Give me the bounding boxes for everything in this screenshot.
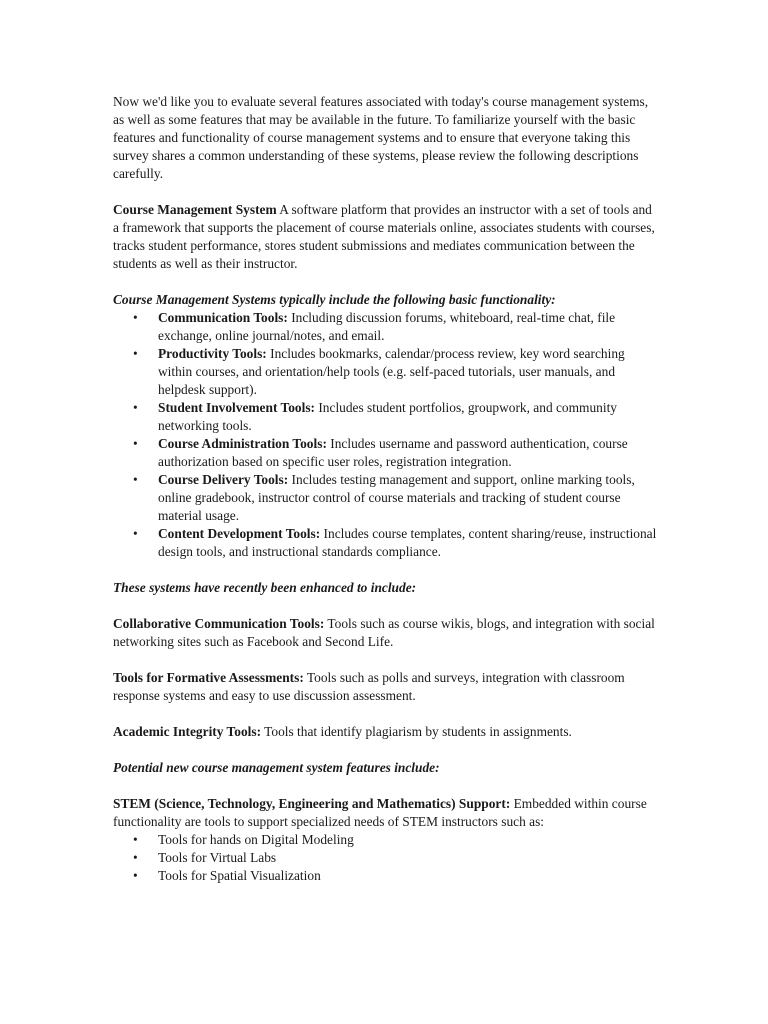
enhanced-term: Academic Integrity Tools: — [113, 724, 262, 739]
enhanced-paragraph — [113, 615, 661, 651]
enhanced-text: Tools that identify plagiarism by students in assignments. — [261, 724, 572, 739]
list-item — [113, 849, 661, 867]
list-item-text: Includes testing management and support, online marking tools, online gradebook, instructor control of course materials and tracking of student course material usage. — [158, 472, 635, 523]
list-item — [113, 471, 661, 525]
list-item — [113, 525, 661, 561]
bullet-icon: • — [133, 400, 138, 415]
bullet-icon: • — [133, 310, 138, 325]
list-item-text: Tools for Virtual Labs — [158, 850, 277, 865]
enhanced-paragraph — [113, 669, 661, 705]
bullet-icon: • — [133, 526, 138, 541]
definition-term: Course Management System — [113, 202, 277, 217]
basic-heading: Course Management Systems typically include the following basic functionality: — [113, 292, 556, 307]
stem-tools-list — [113, 831, 661, 885]
list-item — [113, 399, 661, 435]
list-item-text: Includes bookmarks, calendar/process review, key word searching within courses, and orientation/help tools (e.g. self-paced tutorials, user manuals, and helpdesk support). — [158, 346, 625, 397]
intro-paragraph: Now we'd like you to evaluate several features associated with today's course management systems, as well as some features that may be available in the future. To familiarize yourself with the basic features and functionality of course management systems and to ensure that everyone taking this survey shares a common understanding of these systems, please review the following descriptions carefully. — [113, 94, 649, 181]
bullet-icon: • — [133, 850, 138, 865]
enhanced-term: Tools for Formative Assessments: — [113, 670, 304, 685]
list-item-term: Content Development Tools: — [158, 526, 321, 541]
stem-term: STEM (Science, Technology, Engineering and Mathematics) Support: — [113, 796, 511, 811]
bullet-icon: • — [133, 868, 138, 883]
enhanced-text: Tools such as polls and surveys, integration with classroom response systems and easy to use discussion assessment. — [113, 670, 625, 703]
list-item-text: Tools for Spatial Visualization — [158, 868, 321, 883]
bullet-icon: • — [133, 436, 138, 451]
list-item — [113, 867, 661, 885]
bullet-icon: • — [133, 832, 138, 847]
bullet-icon: • — [133, 346, 138, 361]
list-item-text: Includes student portfolios, groupwork, and community networking tools. — [158, 400, 617, 433]
stem-text: Embedded within course functionality are tools to support specialized needs of STEM instructors such as: — [113, 796, 647, 829]
enhanced-text: Tools such as course wikis, blogs, and integration with social networking sites such as Facebook and Second Life. — [113, 616, 655, 649]
list-item-term: Communication Tools: — [158, 310, 288, 325]
list-item — [113, 831, 661, 849]
list-item-term: Productivity Tools: — [158, 346, 267, 361]
list-item-text: Includes username and password authentication, course authorization based on specific user roles, registration integration. — [158, 436, 628, 469]
document-body — [113, 93, 661, 885]
basic-functionality-list — [113, 309, 661, 561]
list-item-text: Includes course templates, content sharing/reuse, instructional design tools, and instructional standards compliance. — [158, 526, 657, 559]
list-item-text: Including discussion forums, whiteboard, real-time chat, file exchange, online journal/notes, and email. — [158, 310, 616, 343]
stem-paragraph — [113, 795, 661, 831]
list-item — [113, 435, 661, 471]
list-item — [113, 345, 661, 399]
list-item-term: Course Administration Tools: — [158, 436, 327, 451]
enhanced-heading: These systems have recently been enhanced to include: — [113, 580, 417, 595]
bullet-icon: • — [133, 472, 138, 487]
list-item-term: Student Involvement Tools: — [158, 400, 315, 415]
definition-paragraph — [113, 201, 661, 273]
potential-heading: Potential new course management system features include: — [113, 760, 440, 775]
enhanced-paragraph — [113, 723, 661, 741]
enhanced-term: Collaborative Communication Tools: — [113, 616, 325, 631]
list-item-text: Tools for hands on Digital Modeling — [158, 832, 354, 847]
list-item-term: Course Delivery Tools: — [158, 472, 289, 487]
definition-text: A software platform that provides an instructor with a set of tools and a framework that supports the placement of course materials online, associates students with courses, tracks student performance, stores student submissions and mediates communication between the students as well as their instructor. — [113, 202, 655, 271]
list-item — [113, 309, 661, 345]
